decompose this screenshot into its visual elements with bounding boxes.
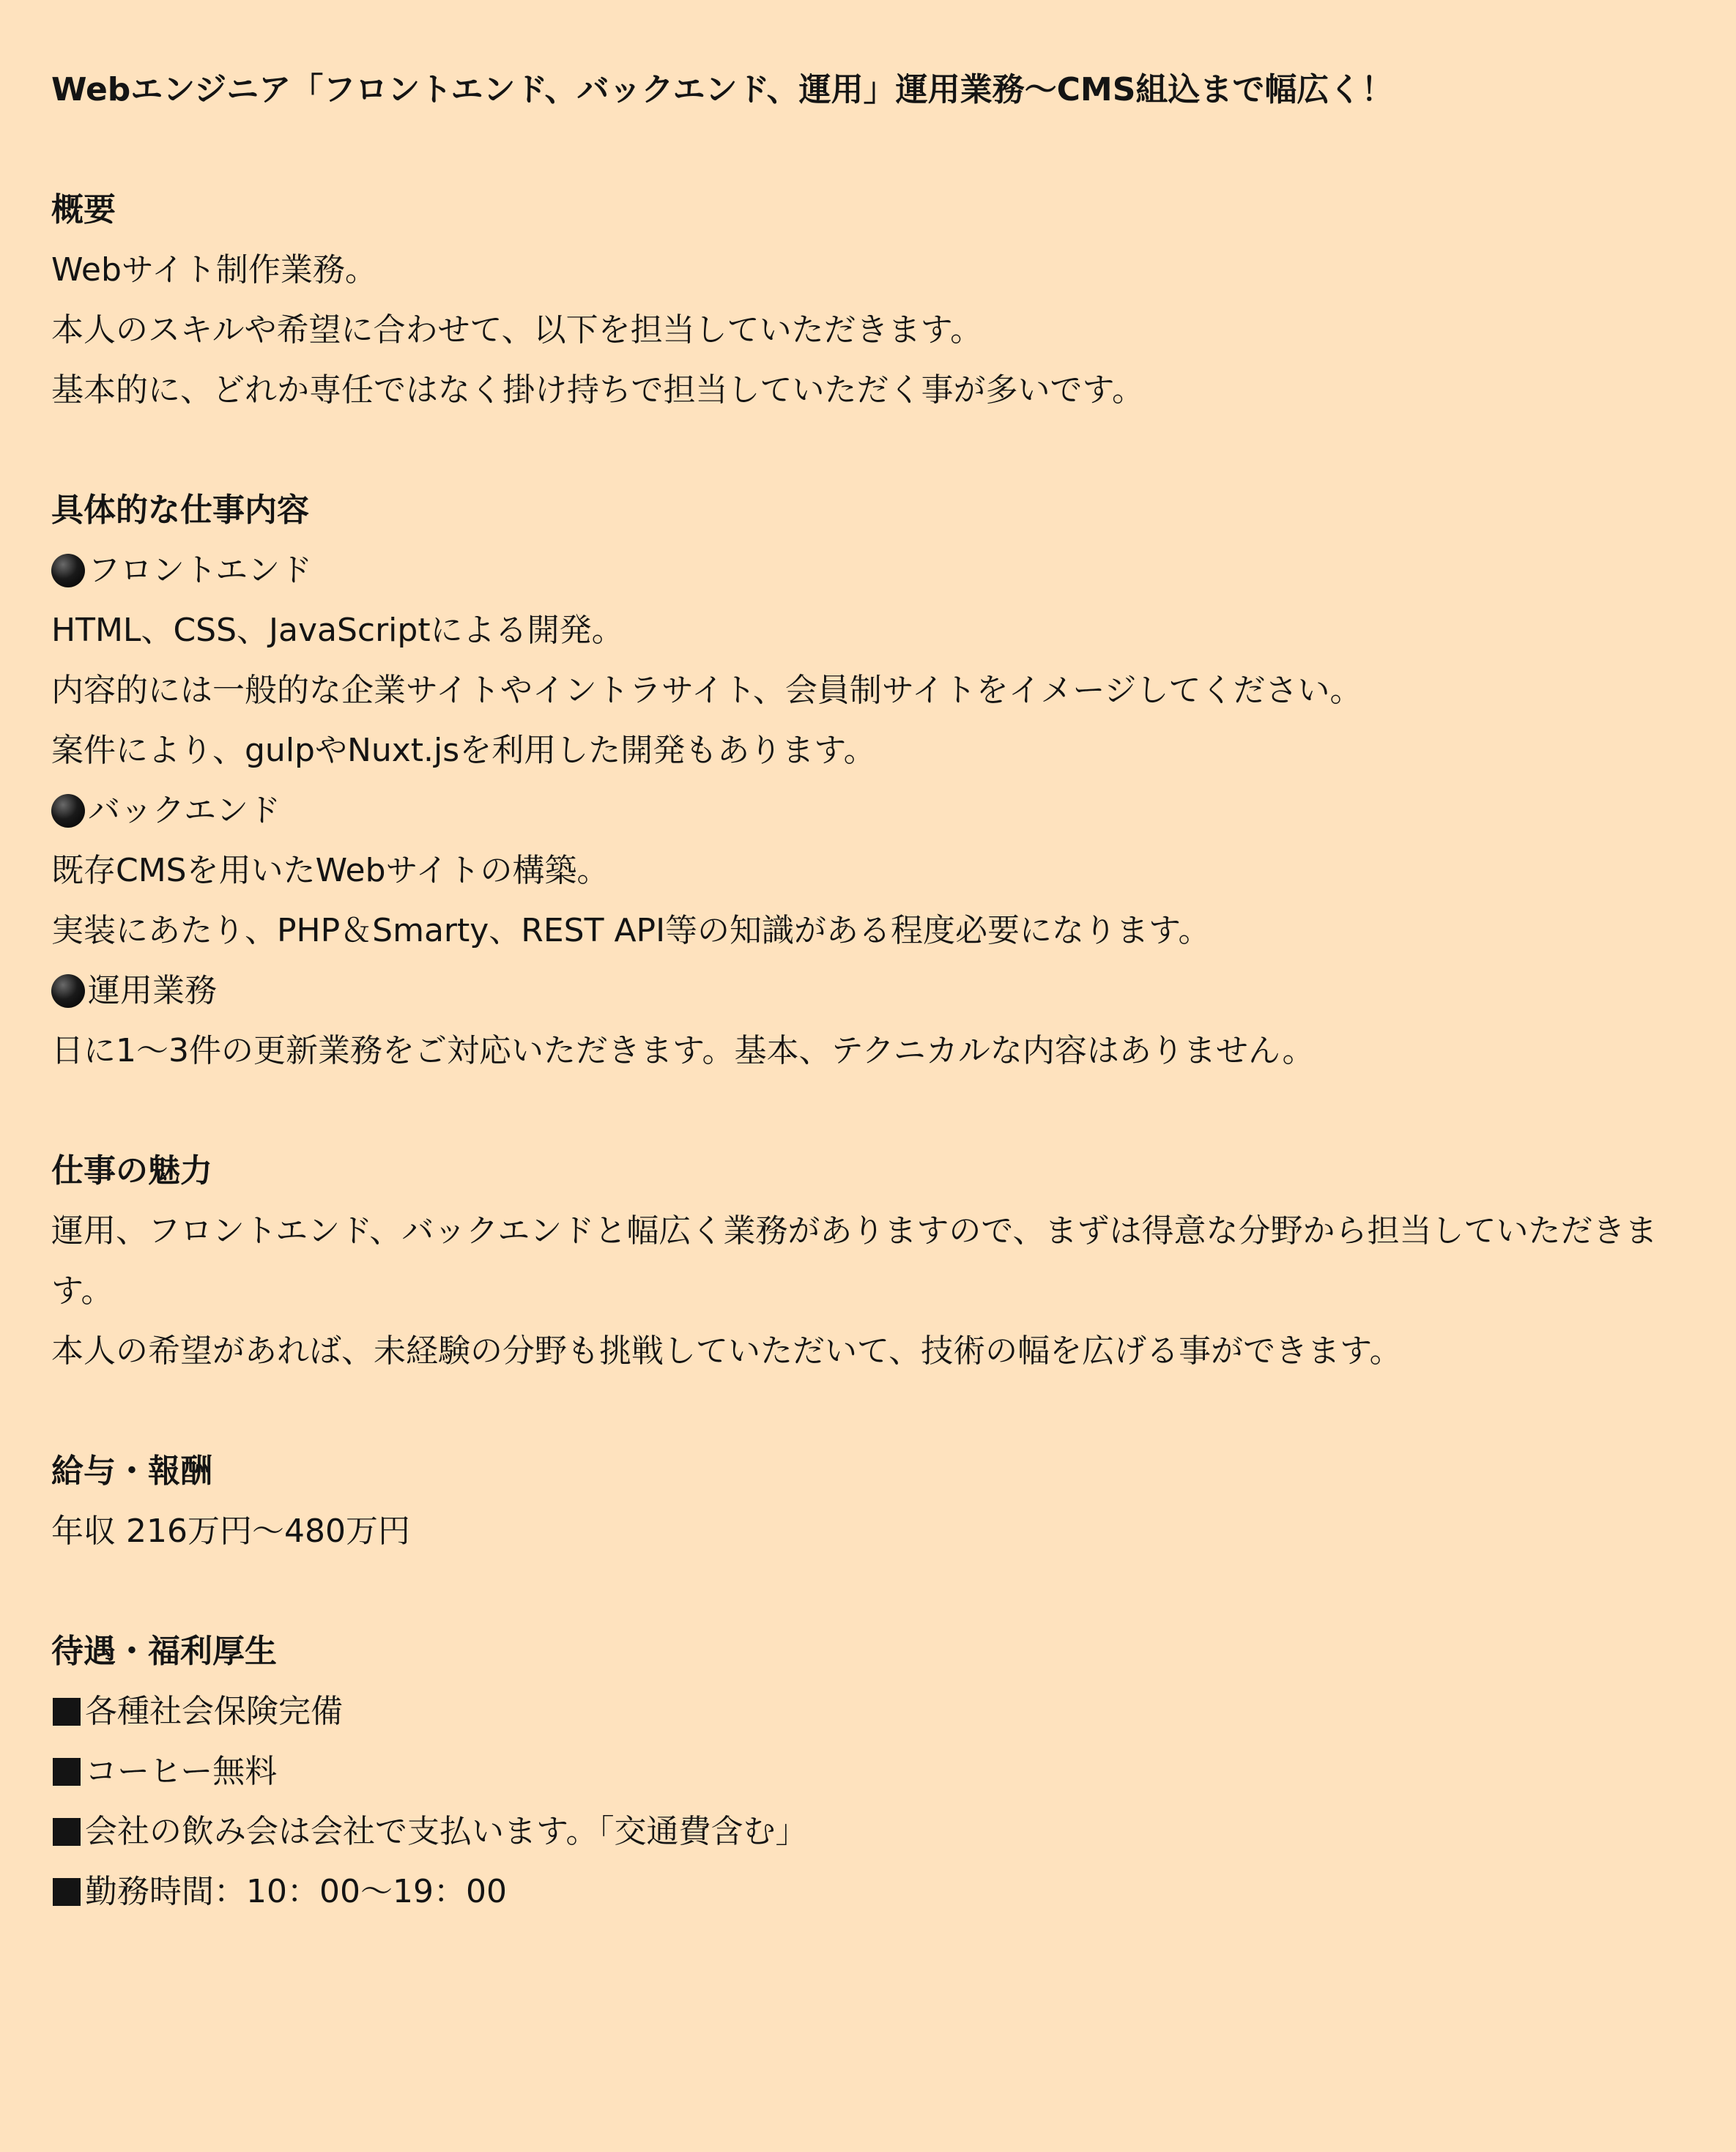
benefit-item: [51, 1862, 1685, 1922]
backend-line: 既存CMSを用いたWebサイトの構築。: [51, 852, 609, 889]
overview-line: 本人のスキルや希望に合わせて、以下を担当していただきます。: [51, 311, 983, 349]
benefit-item: [51, 1802, 1685, 1862]
overview-line: Webサイト制作業務。: [51, 251, 377, 289]
backend-label: [51, 781, 1685, 841]
appeal-section: [51, 1141, 1685, 1381]
operations-label: [51, 961, 1685, 1021]
overview-section: [51, 180, 1685, 420]
salary-heading: 給与・報酬: [51, 1452, 212, 1490]
black-circle-icon: [51, 794, 85, 828]
job-details-section: [51, 481, 1685, 1081]
page-title: Webエンジニア「フロントエンド、バックエンド、運用」運用業務〜CMS組込まで幅広く！: [51, 71, 1394, 108]
backend-label-text: バックエンド: [88, 792, 281, 829]
benefit-item-text: 勤務時間：10：00〜19：00: [85, 1873, 507, 1910]
frontend-label-text: フロントエンド: [88, 552, 313, 589]
frontend-line: 案件により、gulpやNuxt.jsを利用した開発もあります。: [51, 732, 876, 769]
black-square-icon: [53, 1818, 81, 1846]
frontend-label: [51, 541, 1685, 601]
black-square-icon: [53, 1878, 81, 1906]
appeal-paragraph: 運用、フロントエンド、バックエンドと幅広く業務がありますので、まずは得意な分野から担当していただきます。: [51, 1212, 1658, 1310]
benefits-section: [51, 1622, 1685, 1922]
black-square-icon: [53, 1758, 81, 1786]
job-details-heading: 具体的な仕事内容: [51, 491, 309, 529]
backend-line: 実装にあたり、PHP＆Smarty、REST API等の知識がある程度必要になります。: [51, 912, 1211, 949]
salary-value: 年収 216万円〜480万円: [51, 1513, 410, 1550]
appeal-heading: 仕事の魅力: [51, 1152, 212, 1190]
black-square-icon: [53, 1698, 81, 1726]
benefit-item: [51, 1682, 1685, 1742]
operations-label-text: 運用業務: [88, 972, 217, 1009]
frontend-line: 内容的には一般的な企業サイトやイントラサイト、会員制サイトをイメージしてください。: [51, 672, 1362, 709]
benefit-item-text: コーヒー無料: [85, 1753, 278, 1790]
overview-line: 基本的に、どれか専任ではなく掛け持ちで担当していただく事が多いです。: [51, 371, 1145, 409]
black-circle-icon: [51, 554, 85, 587]
appeal-paragraph: 本人の希望があれば、未経験の分野も挑戦していただいて、技術の幅を広げる事ができます。: [51, 1332, 1402, 1370]
benefits-heading: 待遇・福利厚生: [51, 1633, 277, 1670]
black-circle-icon: [51, 974, 85, 1008]
benefit-item-text: 会社の飲み会は会社で支払います。「交通費含む」: [85, 1813, 808, 1850]
overview-heading: 概要: [51, 191, 116, 229]
benefit-item: [51, 1742, 1685, 1802]
frontend-line: HTML、CSS、JavaScriptによる開発。: [51, 612, 624, 649]
salary-section: [51, 1442, 1685, 1562]
benefit-item-text: 各種社会保険完備: [85, 1693, 343, 1730]
operations-line: 日に1〜3件の更新業務をご対応いただきます。基本、テクニカルな内容はありません。: [51, 1032, 1315, 1069]
